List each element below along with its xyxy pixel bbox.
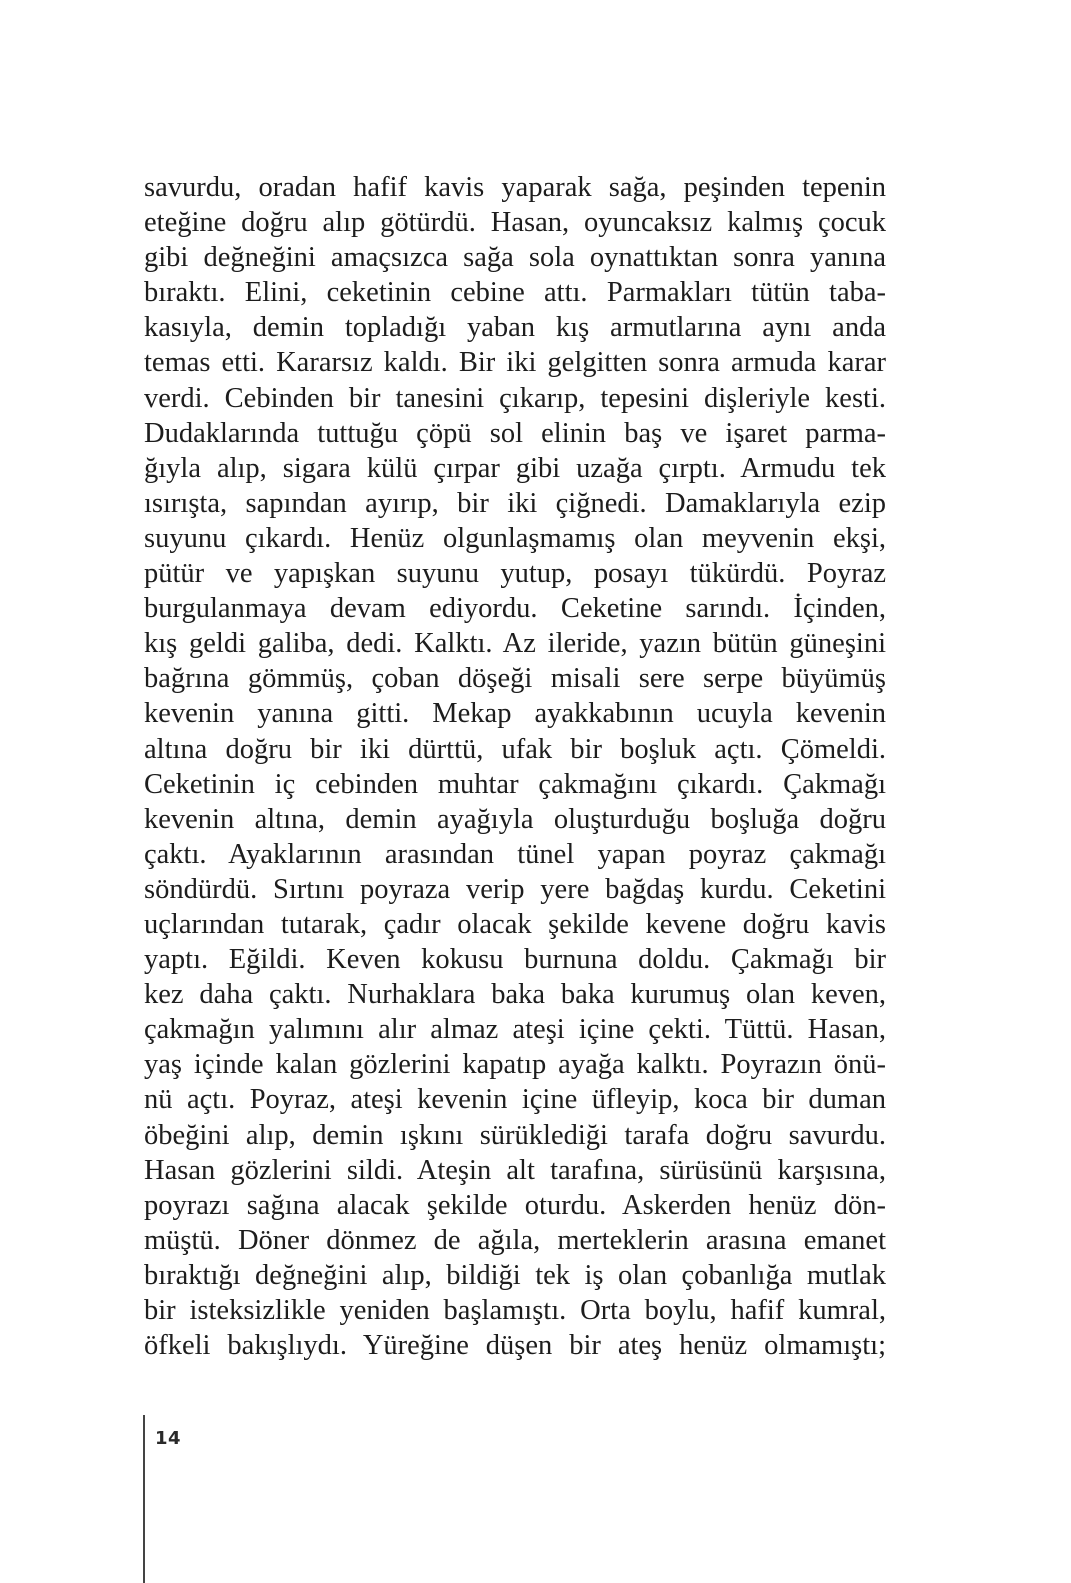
text-line: çakmağın yalımını alır almaz ateşi içine çekti. Tüttü. Hasan,	[144, 1014, 886, 1046]
text-line: öbeğini alıp, demin ışkını sürüklediği tarafa doğru savurdu.	[144, 1119, 886, 1151]
text-line: suyunu çıkardı. Henüz olgunlaşmamış olan meyvenin ekşi,	[144, 522, 886, 554]
text-line: pütür ve yapışkan suyunu yutup, posayı tükürdü. Poyraz	[144, 558, 886, 590]
text-line: savurdu, oradan hafif kavis yaparak sağa, peşinden tepenin	[144, 172, 886, 203]
text-line: yaş içinde kalan gözlerini kapatıp ayağa kalktı. Poyrazın önü-	[144, 1049, 886, 1081]
footer-rule	[143, 1415, 145, 1583]
text-line: ğıyla alıp, sigara külü çırpar gibi uzağa çırptı. Armudu tek	[144, 452, 886, 484]
text-line: kevenin altına, demin ayağıyla oluşturduğu boşluğa doğru	[144, 803, 886, 835]
page-number: 14	[155, 1428, 182, 1449]
text-line: yaptı. Eğildi. Keven kokusu burnuna doldu. Çakmağı bir	[144, 944, 886, 976]
text-line: Dudaklarında tuttuğu çöpü sol elinin baş ve işaret parma-	[144, 417, 886, 449]
text-line: burgulanmaya devam ediyordu. Ceketine sarındı. İçinden,	[144, 593, 886, 625]
text-line: poyrazı sağına alacak şekilde oturdu. Askerden henüz dön-	[144, 1189, 886, 1221]
text-line: nü açtı. Poyraz, ateşi kevenin içine üfleyip, koca bir duman	[144, 1084, 886, 1116]
text-line: bıraktı. Elini, ceketinin cebine attı. Parmakları tütün taba-	[144, 277, 886, 309]
text-line: kevenin yanına gitti. Mekap ayakkabının ucuyla kevenin	[144, 698, 886, 730]
body-text	[144, 170, 886, 1363]
text-line: ısırışta, sapından ayırıp, bir iki çiğnedi. Damaklarıyla ezip	[144, 487, 886, 519]
text-line: bıraktığı değneğini alıp, bildiği tek iş olan çobanlığa mutlak	[144, 1259, 886, 1291]
text-line: öfkeli bakışlıydı. Yüreğine düşen bir ateş henüz olmamıştı;	[144, 1330, 886, 1362]
text-line: söndürdü. Sırtını poyraza verip yere bağdaş kurdu. Ceketini	[144, 873, 886, 905]
text-line: müştü. Döner dönmez de ağıla, merteklerin arasına emanet	[144, 1224, 886, 1256]
text-line: bir isteksizlikle yeniden başlamıştı. Orta boylu, hafif kumral,	[144, 1295, 886, 1326]
text-line: eteğine doğru alıp götürdü. Hasan, oyuncaksız kalmış çocuk	[144, 207, 886, 239]
text-line: gibi değneğini amaçsızca sağa sola oynattıktan sonra yanına	[144, 242, 886, 274]
text-line: temas etti. Kararsız kaldı. Bir iki gelgitten sonra armuda karar	[144, 347, 886, 379]
text-line: kasıyla, demin topladığı yaban kış armutlarına aynı anda	[144, 312, 886, 344]
text-line: uçlarından tutarak, çadır olacak şekilde kevene doğru kavis	[144, 908, 886, 940]
text-line: Hasan gözlerini sildi. Ateşin alt tarafına, sürüsünü karşısına,	[144, 1154, 886, 1186]
text-line: kez daha çaktı. Nurhaklara baka baka kurumuş olan keven,	[144, 979, 886, 1011]
text-line: Ceketinin iç cebinden muhtar çakmağını çıkardı. Çakmağı	[144, 768, 886, 800]
text-line: altına doğru bir iki dürttü, ufak bir boşluk açtı. Çömeldi.	[144, 733, 886, 765]
text-line: çaktı. Ayaklarının arasından tünel yapan poyraz çakmağı	[144, 838, 886, 870]
text-line: kış geldi galiba, dedi. Kalktı. Az ileride, yazın bütün güneşini	[144, 628, 886, 660]
text-line: bağrına gömmüş, çoban döşeği misali sere serpe büyümüş	[144, 663, 886, 695]
text-line: verdi. Cebinden bir tanesini çıkarıp, tepesini dişleriyle kesti.	[144, 382, 886, 414]
